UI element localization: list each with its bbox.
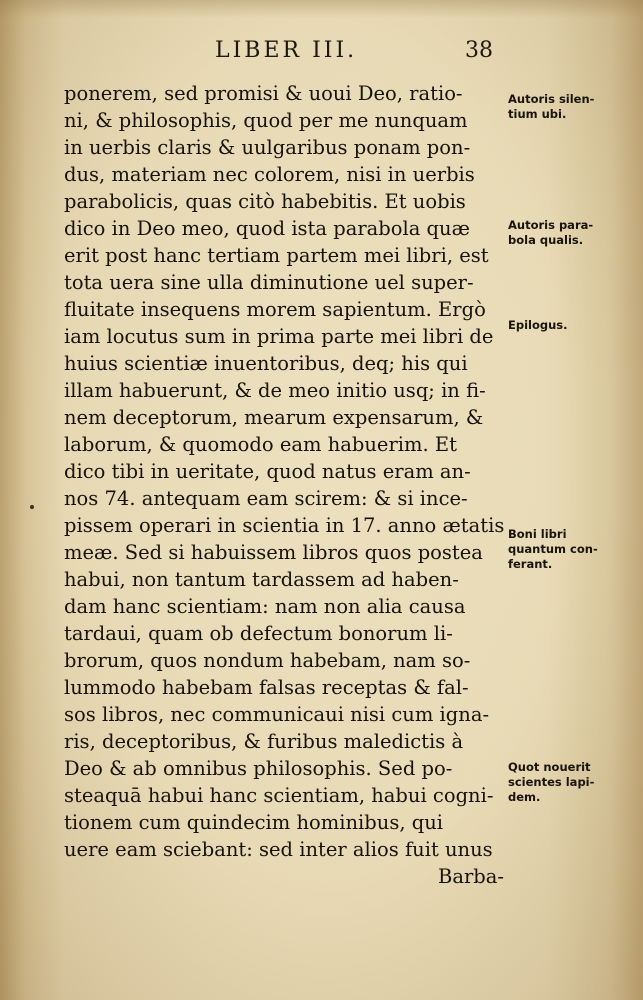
- text-line: dico tibi in ueritate, quod natus eram an-: [64, 460, 471, 483]
- text-line: tardaui, quam ob defectum bonorum li-: [64, 622, 453, 645]
- text-line: ni, & philosophis, quod per me nunquam: [64, 109, 468, 132]
- marginal-note-line: Autoris para-: [508, 218, 594, 232]
- text-line: tota uera sine ulla diminutione uel super-: [64, 271, 474, 294]
- text-line: Deo & ab omnibus philosophis. Sed po-: [64, 757, 453, 780]
- text-line: illam habuerunt, & de meo initio usq; in fi-: [64, 379, 486, 402]
- marginal-note-line: quantum con-: [508, 542, 598, 556]
- text-line: dico in Deo meo, quod ista parabola quæ: [64, 217, 470, 240]
- text-line: pissem operari in scientia in 17. anno ætatis: [64, 514, 504, 537]
- marginal-note-line: Epilogus.: [508, 318, 568, 332]
- marginal-note-line: bola qualis.: [508, 233, 584, 247]
- marginal-note-line: ferant.: [508, 557, 553, 571]
- catchword: Barba-: [438, 865, 504, 888]
- marginal-note-line: scientes lapi-: [508, 775, 595, 789]
- text-line: steaquā habui hanc scientiam, habui cogni-: [64, 784, 494, 807]
- marginal-note-epilogue: [508, 318, 638, 333]
- text-line: fluitate insequens morem sapientum. Ergò: [64, 298, 486, 321]
- text-line: uere eam sciebant: sed inter alios fuit unus: [64, 838, 493, 861]
- text-line: laborum, & quomodo eam habuerim. Et: [64, 433, 457, 456]
- text-line: sos libros, nec communicaui nisi cum igna-: [64, 703, 490, 726]
- marginal-note-good-books: [508, 527, 638, 572]
- text-line: nos 74. antequam eam scirem: & si ince-: [64, 487, 468, 510]
- marginal-note-line: dem.: [508, 790, 541, 804]
- text-line: dus, materiam nec colorem, nisi in uerbis: [64, 163, 475, 186]
- text-line: erit post hanc tertiam partem mei libri, est: [64, 244, 489, 267]
- text-line: dam hanc scientiam: nam non alia causa: [64, 595, 466, 618]
- marginal-note-line: Boni libri: [508, 527, 567, 541]
- marginal-note-silence: [508, 92, 638, 122]
- running-title: LIBER III.: [215, 38, 358, 63]
- text-line: brorum, quos nondum habebam, nam so-: [64, 649, 471, 672]
- main-text-block: [64, 80, 504, 890]
- text-line: tionem cum quindecim hominibus, qui: [64, 811, 444, 834]
- marginal-note-line: Quot nouerit: [508, 760, 591, 774]
- marginal-note-knowers: [508, 760, 638, 805]
- text-line: nem deceptorum, mearum expensarum, &: [64, 406, 484, 429]
- page-number: 38: [465, 38, 493, 63]
- margin-dot-ornament: [30, 505, 34, 509]
- text-line: ponerem, sed promisi & uoui Deo, ratio-: [64, 82, 463, 105]
- text-line: ris, deceptoribus, & furibus maledictis à: [64, 730, 464, 753]
- text-line: lummodo habebam falsas receptas & fal-: [64, 676, 469, 699]
- text-line: parabolicis, quas citò habebitis. Et uobis: [64, 190, 466, 213]
- marginal-note-parable: [508, 218, 638, 248]
- marginal-note-line: tium ubi.: [508, 107, 567, 121]
- marginal-note-line: Autoris silen-: [508, 92, 595, 106]
- text-line: huius scientiæ inuentoribus, deq; his qui: [64, 352, 468, 375]
- text-line: in uerbis claris & uulgaribus ponam pon-: [64, 136, 471, 159]
- text-line: iam locutus sum in prima parte mei libri de: [64, 325, 494, 348]
- text-line: habui, non tantum tardassem ad haben-: [64, 568, 459, 591]
- text-line: meæ. Sed si habuissem libros quos postea: [64, 541, 483, 564]
